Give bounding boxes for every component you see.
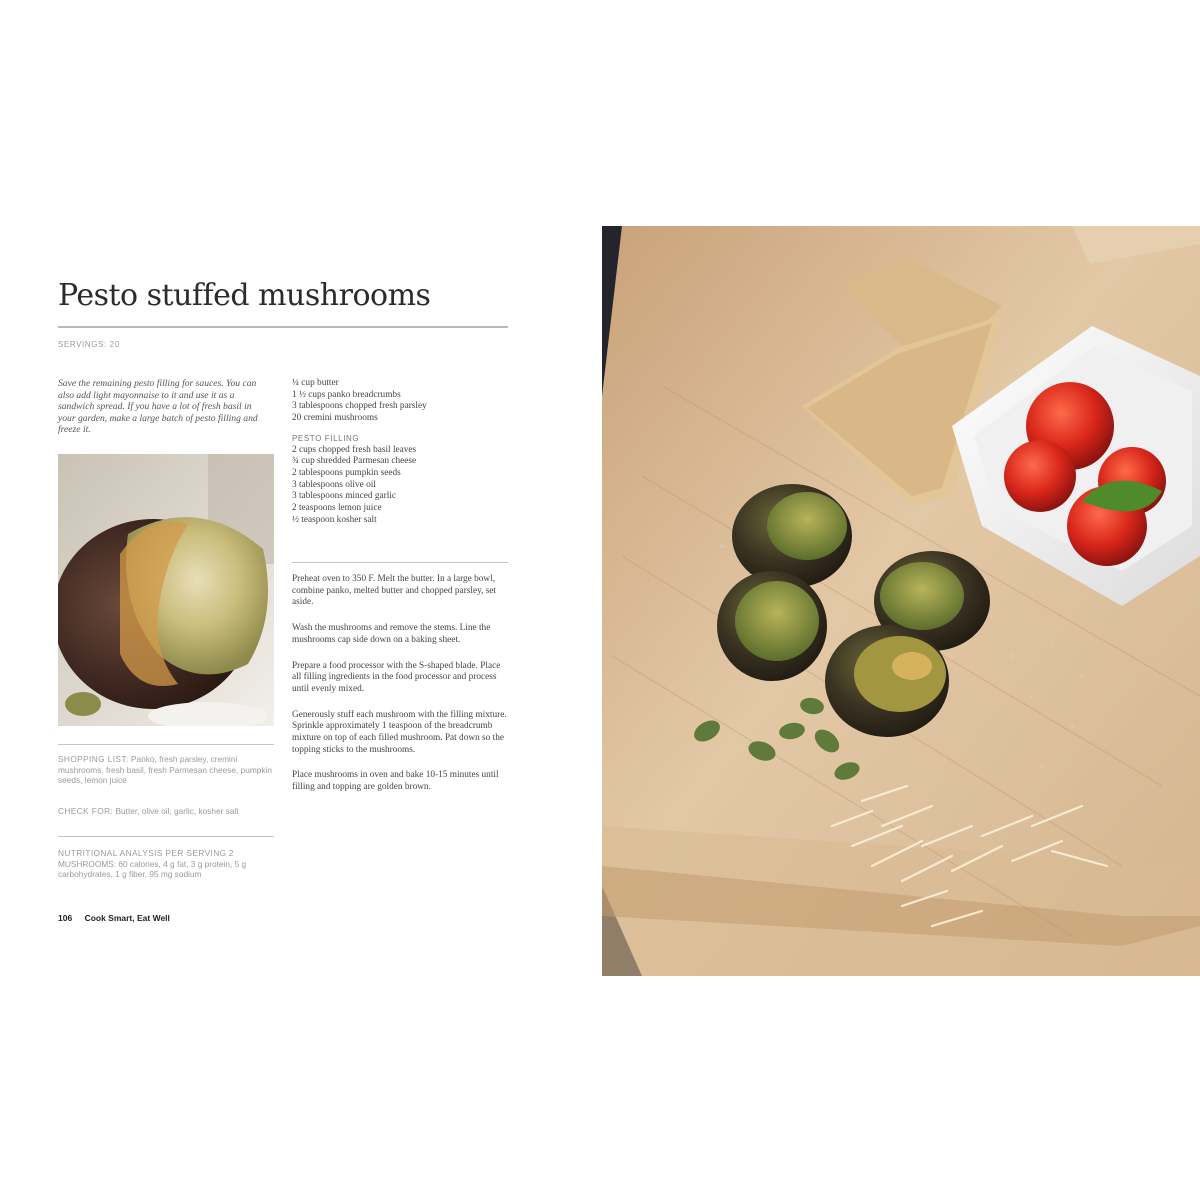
stuffed-mushrooms-photo — [602, 226, 1200, 976]
pesto-ingredient-item: 3 tablespoons minced garlic — [292, 491, 397, 502]
pesto-ingredient-item: ¾ cup shredded Parmesan cheese — [292, 456, 417, 467]
instruction-step: Preheat oven to 350 F. Melt the butter. In a large bowl, combine panko, melted butter and chopped parsley, set aside. — [292, 574, 497, 608]
ingredient-item: 1 ½ cups panko breadcrumbs — [292, 389, 401, 400]
servings-label: SERVINGS: 20 — [58, 340, 120, 349]
ingredient-item: 20 cremini mushrooms — [292, 413, 378, 424]
pesto-filling-heading: PESTO FILLING — [292, 433, 360, 443]
shopping-list — [58, 754, 274, 786]
instructions — [292, 574, 508, 808]
title-rule — [58, 326, 508, 328]
shopping-list-label: SHOPPING LIST: — [58, 754, 129, 764]
pesto-ingredient-item: ½ teaspoon kosher salt — [292, 514, 377, 525]
ingredients-rule — [292, 562, 508, 563]
check-for-text: Butter, olive oil, garlic, kosher salt — [115, 806, 239, 816]
ingredient-item: 3 tablespoons chopped fresh parsley — [292, 401, 427, 412]
pesto-ingredient-item: 2 tablespoons pumpkin seeds — [292, 467, 401, 478]
check-for-label: CHECK FOR: — [58, 806, 114, 816]
check-for — [58, 806, 274, 817]
nutrition-info — [58, 848, 274, 880]
instruction-step: Place mushrooms in oven and bake 10-15 minutes until filling and topping are golden brown. — [292, 770, 499, 793]
ingredient-item: ¼ cup butter — [292, 378, 339, 388]
page-number: 106 — [58, 913, 73, 923]
shopping-list-text: Panko, fresh parsley, cremini mushrooms, fresh basil, fresh Parmesan cheese, pumpkin seeds, lemon juice — [58, 754, 272, 786]
book-title: Cook Smart, Eat Well — [84, 913, 170, 923]
instruction-step: Wash the mushrooms and remove the stems. Line the mushrooms cap side down on a baking sheet. — [292, 623, 491, 645]
nutrition-label: NUTRITIONAL ANALYSIS PER SERVING — [58, 848, 227, 858]
ingredients-list — [292, 378, 508, 526]
sidebar-rule-top — [58, 744, 274, 745]
nutrition-text: 2 MUSHROOMS: 60 calories, 4 g fat, 3 g protein, 5 g carbohydrates, 1 g fiber, 95 mg sodium — [58, 848, 247, 880]
sidebar-rule-bottom — [58, 836, 274, 837]
page-footer — [58, 913, 170, 923]
pesto-ingredient-item: 2 teaspoons lemon juice — [292, 503, 382, 514]
recipe-intro: Save the remaining pesto filling for sauces. You can also add light mayonnaise to it and use it as a sandwich spread. If you have a lot of fresh basil in your garden, make a large batch of pesto filling and freeze it. — [58, 378, 258, 436]
instruction-step: Generously stuff each mushroom with the filling mixture. Sprinkle approximately 1 teaspoon of the breadcrumb mixture on top of each filled mushroom. Pat down so the topping sticks to the mushrooms. — [292, 709, 507, 755]
mushroom-closeup-photo — [58, 454, 274, 726]
recipe-title: Pesto stuffed mushrooms — [58, 278, 431, 313]
pesto-ingredient-item: 3 tablespoons olive oil — [292, 479, 376, 490]
pesto-ingredient-item: 2 cups chopped fresh basil leaves — [292, 444, 417, 455]
instruction-step: Prepare a food processor with the S-shaped blade. Place all filling ingredients in the food processor and process until evenly mixed. — [292, 660, 501, 694]
